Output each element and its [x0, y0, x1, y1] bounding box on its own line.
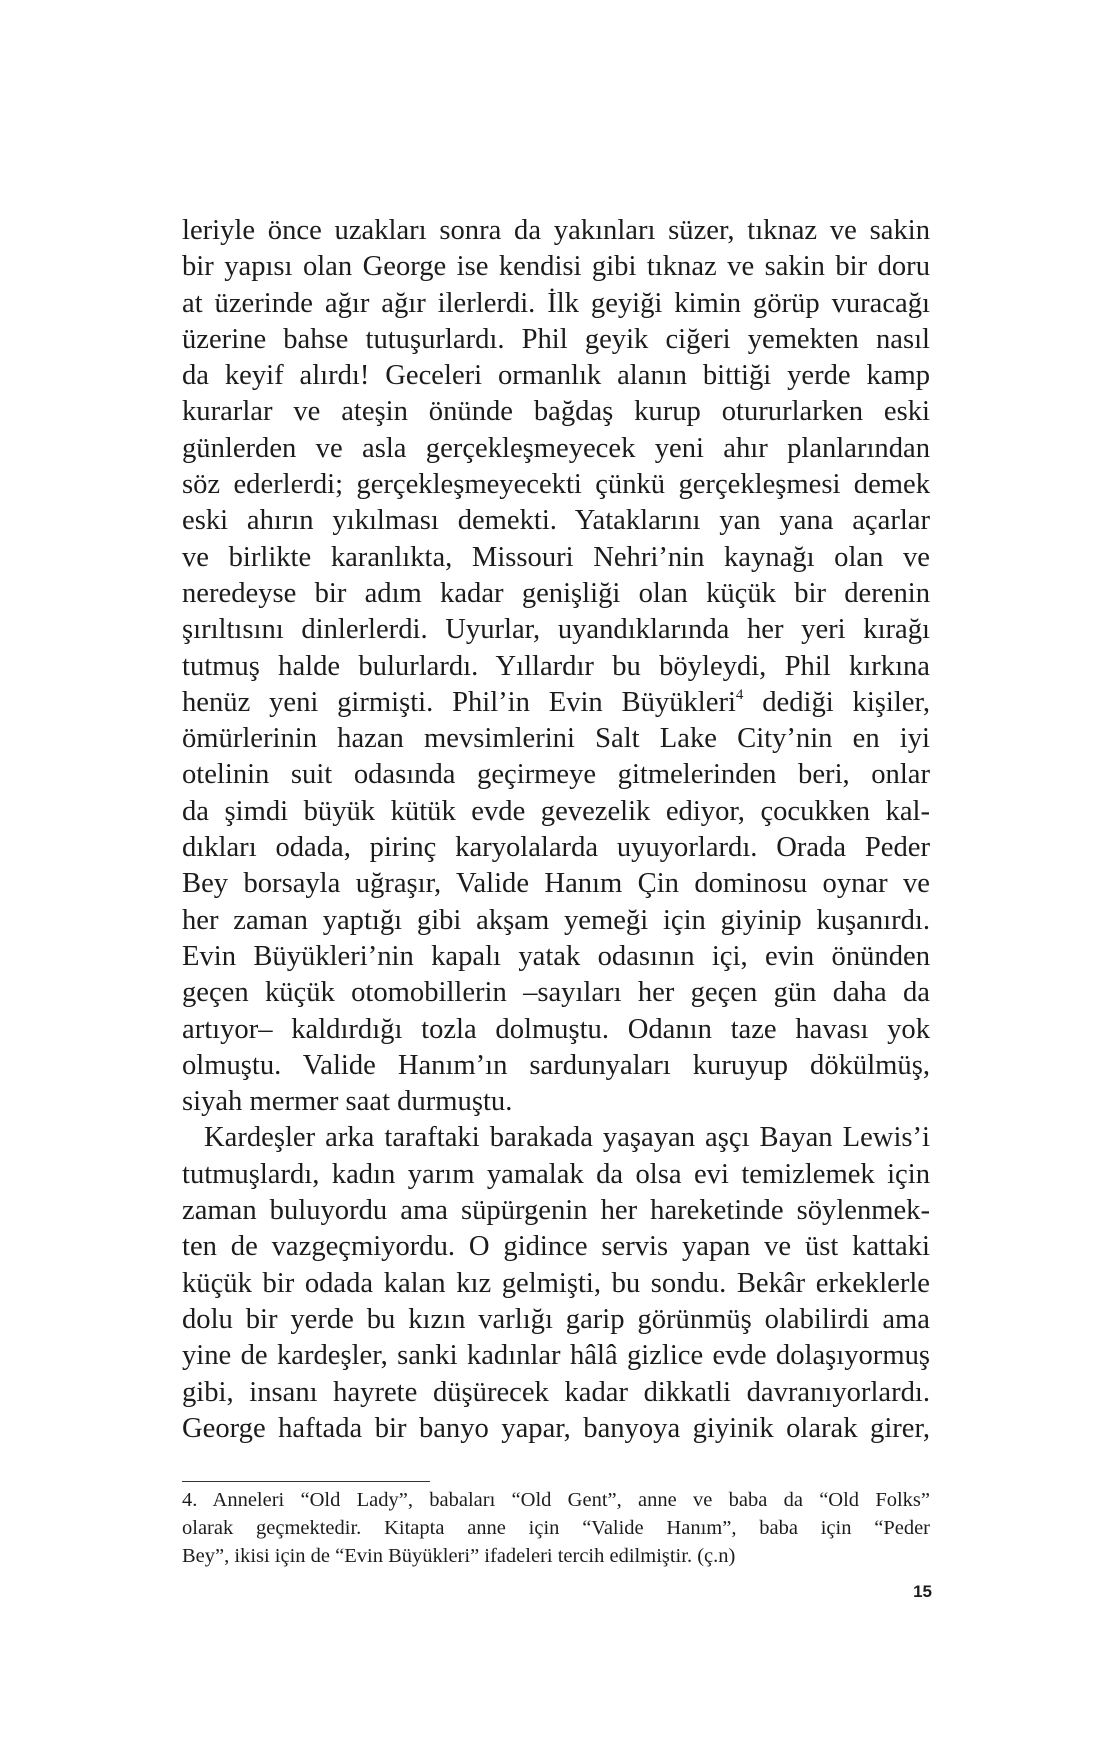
text-line: geçen küçük otomobillerin –sayıları her geçen gün daha da [182, 977, 930, 1009]
text-line: at üzerinde ağır ağır ilerlerdi. İlk geyiği kimin görüp vuracağı [182, 287, 930, 319]
paragraph-first-line: Kardeşler arka taraftaki barakada yaşayan aşçı Bayan Lewis’i [204, 1122, 930, 1154]
text-line: her zaman yaptığı gibi akşam yemeği için giyinip kuşanırdı. [182, 904, 930, 936]
footnote-line: olarak geçmektedir. Kitapta anne için “Valide Hanım”, baba için “Peder [182, 1517, 930, 1539]
text-line-part: dediği kişiler, [743, 686, 930, 718]
text-line: Bey borsayla uğraşır, Valide Hanım Çin dominosu oynar ve [182, 868, 930, 900]
body-text [182, 213, 930, 1447]
text-line: bir yapısı olan George ise kendisi gibi tıknaz ve sakin bir doru [182, 251, 930, 283]
text-line: kurarlar ve ateşin önünde bağdaş kurup otururlarken eski [182, 396, 930, 428]
footnote-line: Bey”, ikisi için de “Evin Büyükleri” ifadeleri tercih edilmiştir. (ç.n) [182, 1545, 736, 1567]
text-line: ten de vazgeçmiyordu. O gidince servis yapan ve üst kattaki [182, 1231, 930, 1263]
text-line: söz ederlerdi; gerçekleşmeyecekti çünkü gerçekleşmesi demek [182, 469, 930, 501]
text-line: yine de kardeşler, sanki kadınlar hâlâ gizlice evde dolaşıyormuş [182, 1340, 930, 1372]
text-line: dıkları odada, pirinç karyolalarda uyuyorlardı. Orada Peder [182, 832, 930, 864]
text-line: siyah mermer saat durmuştu. [182, 1086, 513, 1118]
text-line: tutmuşlardı, kadın yarım yamalak da olsa evi temizlemek için [182, 1158, 930, 1190]
text-line: neredeyse bir adım kadar genişliği olan küçük bir derenin [182, 577, 930, 609]
footnote [182, 1486, 930, 1570]
text-line: George haftada bir banyo yapar, banyoya giyinik olarak girer, [182, 1412, 930, 1444]
text-line: dolu bir yerde bu kızın varlığı garip görünmüş olabilirdi ama [182, 1303, 930, 1335]
text-line-with-footnote-ref [182, 685, 930, 721]
text-line: şırıltısını dinlerlerdi. Uyurlar, uyandıklarında her yeri kırağı [182, 614, 930, 646]
text-line: zaman buluyordu ama süpürgenin her hareketinde söylenmek- [182, 1195, 930, 1227]
text-line: leriyle önce uzakları sonra da yakınları süzer, tıknaz ve sakin [182, 215, 930, 246]
text-line: ve birlikte karanlıkta, Missouri Nehri’nin kaynağı olan ve [182, 541, 930, 573]
text-line: ömürlerinin hazan mevsimlerini Salt Lake City’nin en iyi [182, 723, 930, 755]
text-line: artıyor– kaldırdığı tozla dolmuştu. Odanın taze havası yok [182, 1013, 930, 1045]
text-line: eski ahırın yıkılması demekti. Yataklarını yan yana açarlar [182, 505, 930, 537]
text-line: da keyif alırdı! Geceleri ormanlık alanın bittiği yerde kamp [182, 360, 930, 392]
text-line: da şimdi büyük kütük evde gevezelik ediyor, çocukken kal- [182, 795, 930, 827]
text-line: gibi, insanı hayrete düşürecek kadar dikkatli davranıyorlardı. [182, 1376, 930, 1408]
text-line: günlerden ve asla gerçekleşmeyecek yeni ahır planlarından [182, 432, 930, 464]
footnote-line: 4. Anneleri “Old Lady”, babaları “Old Gent”, anne ve baba da “Old Folks” [182, 1489, 930, 1511]
text-line: otelinin suit odasında geçirmeye gitmelerinden beri, onlar [182, 759, 930, 791]
text-line: olmuştu. Valide Hanım’ın sardunyaları kuruyup dökülmüş, [182, 1049, 930, 1081]
page-number: 15 [913, 1582, 932, 1601]
text-line: tutmuş halde bulurlardı. Yıllardır bu böyleydi, Phil kırkına [182, 650, 930, 682]
text-line: Evin Büyükleri’nin kapalı yatak odasının içi, evin önünden [182, 940, 930, 972]
footnote-divider [182, 1481, 430, 1482]
text-line-part: henüz yeni girmişti. Phil’in Evin Büyükleri [182, 686, 736, 718]
text-line: küçük bir odada kalan kız gelmişti, bu sondu. Bekâr erkeklerle [182, 1267, 930, 1299]
text-line: üzerine bahse tutuşurlardı. Phil geyik ciğeri yemekten nasıl [182, 323, 930, 355]
footnote-reference: 4 [735, 686, 744, 703]
